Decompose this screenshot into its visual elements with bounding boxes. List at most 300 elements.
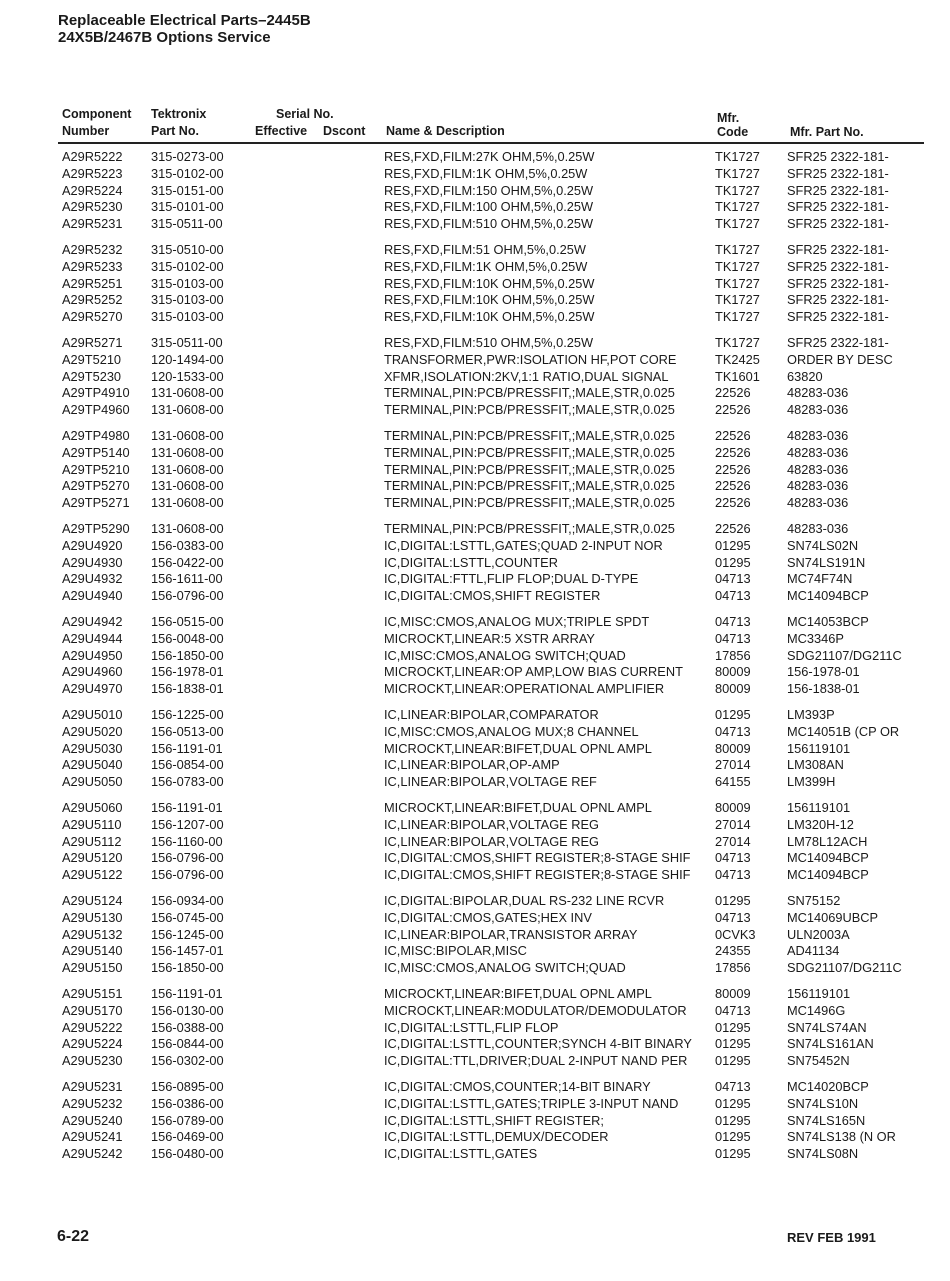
mfr-part-no: SFR25 2322-181- bbox=[787, 182, 889, 198]
table-row bbox=[0, 1145, 950, 1162]
mfr-part-no: 48283-036 bbox=[787, 495, 849, 511]
tektronix-part-no: 156-1850-00 bbox=[151, 960, 224, 976]
name-description: IC,DIGITAL:CMOS,SHIFT REGISTER;8-STAGE SHIF bbox=[384, 850, 691, 866]
name-description: IC,MISC:BIPOLAR,MISC bbox=[384, 943, 527, 959]
component-number: A29U5010 bbox=[62, 707, 123, 722]
table-row bbox=[0, 892, 950, 909]
tektronix-part-no: 156-1245-00 bbox=[151, 926, 224, 942]
table-row bbox=[0, 241, 950, 258]
table-row bbox=[0, 613, 950, 630]
mfr-part-no: 48283-036 bbox=[787, 461, 849, 477]
name-description: IC,DIGITAL:TTL,DRIVER;DUAL 2-INPUT NAND PER bbox=[384, 1053, 688, 1069]
tektronix-part-no: 156-0386-00 bbox=[151, 1095, 224, 1111]
header-number: Number bbox=[62, 124, 110, 138]
mfr-code: 04713 bbox=[715, 1079, 751, 1094]
mfr-part-no: SN75152 bbox=[787, 893, 841, 908]
name-description: RES,FXD,FILM:510 OHM,5%,0.25W bbox=[384, 335, 594, 350]
table-row bbox=[0, 866, 950, 883]
component-number: A29R5271 bbox=[62, 335, 123, 350]
component-number: A29U5132 bbox=[62, 926, 123, 942]
mfr-code: 04713 bbox=[715, 571, 751, 587]
component-number: A29U4920 bbox=[62, 537, 123, 553]
mfr-part-no: SFR25 2322-181- bbox=[787, 149, 889, 164]
component-number: A29R5223 bbox=[62, 165, 123, 181]
name-description: IC,LINEAR:BIPOLAR,TRANSISTOR ARRAY bbox=[384, 926, 638, 942]
tektronix-part-no: 156-0469-00 bbox=[151, 1129, 224, 1145]
tektronix-part-no: 156-0513-00 bbox=[151, 723, 224, 739]
tektronix-part-no: 156-1207-00 bbox=[151, 816, 224, 832]
table-row bbox=[0, 308, 950, 325]
table-row bbox=[0, 663, 950, 680]
mfr-part-no: MC3346P bbox=[787, 630, 844, 646]
mfr-code: 22526 bbox=[715, 385, 751, 401]
table-row bbox=[0, 1078, 950, 1095]
mfr-part-no: SN74LS165N bbox=[787, 1112, 866, 1128]
component-number: A29U5112 bbox=[62, 833, 122, 849]
mfr-code: 04713 bbox=[715, 614, 751, 629]
component-number: A29U5120 bbox=[62, 850, 123, 866]
mfr-code: 01295 bbox=[715, 1095, 751, 1111]
component-number: A29U5232 bbox=[62, 1095, 123, 1111]
component-number: A29TP4980 bbox=[62, 428, 130, 443]
table-row bbox=[0, 384, 950, 401]
header-dscont: Dscont bbox=[323, 124, 366, 138]
component-number: A29U5151 bbox=[62, 986, 123, 1001]
component-number: A29U4970 bbox=[62, 681, 123, 697]
name-description: IC,DIGITAL:CMOS,GATES;HEX INV bbox=[384, 909, 592, 925]
table-row bbox=[0, 587, 950, 604]
name-description: IC,DIGITAL:LSTTL,FLIP FLOP bbox=[384, 1019, 559, 1035]
mfr-part-no: 48283-036 bbox=[787, 444, 849, 460]
table-row bbox=[0, 537, 950, 554]
mfr-code: 04713 bbox=[715, 867, 751, 883]
mfr-code: 80009 bbox=[715, 986, 751, 1001]
mfr-part-no: 156-1978-01 bbox=[787, 664, 860, 680]
name-description: IC,LINEAR:BIPOLAR,COMPARATOR bbox=[384, 707, 599, 722]
tektronix-part-no: 315-0510-00 bbox=[151, 242, 224, 257]
name-description: MICROCKT,LINEAR:MODULATOR/DEMODULATOR bbox=[384, 1002, 687, 1018]
mfr-code: 22526 bbox=[715, 495, 751, 511]
component-number: A29U5110 bbox=[62, 816, 122, 832]
name-description: RES,FXD,FILM:27K OHM,5%,0.25W bbox=[384, 149, 595, 164]
tektronix-part-no: 131-0608-00 bbox=[151, 428, 224, 443]
tektronix-part-no: 315-0103-00 bbox=[151, 275, 224, 291]
table-row bbox=[0, 816, 950, 833]
tektronix-part-no: 156-0422-00 bbox=[151, 554, 224, 570]
table-row bbox=[0, 1002, 950, 1019]
mfr-part-no: 48283-036 bbox=[787, 478, 849, 494]
mfr-part-no: 48283-036 bbox=[787, 428, 849, 443]
mfr-part-no: SFR25 2322-181- bbox=[787, 216, 889, 232]
tektronix-part-no: 156-1850-00 bbox=[151, 647, 224, 663]
tektronix-part-no: 315-0102-00 bbox=[151, 258, 224, 274]
tektronix-part-no: 131-0608-00 bbox=[151, 402, 224, 418]
tektronix-part-no: 131-0608-00 bbox=[151, 461, 224, 477]
mfr-code: TK1727 bbox=[715, 242, 760, 257]
component-number: A29U4930 bbox=[62, 554, 123, 570]
component-number: A29U5130 bbox=[62, 909, 123, 925]
name-description: IC,LINEAR:BIPOLAR,OP-AMP bbox=[384, 757, 560, 773]
mfr-part-no: LM308AN bbox=[787, 757, 844, 773]
table-row bbox=[0, 1095, 950, 1112]
table-row bbox=[0, 368, 950, 385]
name-description: IC,MISC:CMOS,ANALOG MUX;TRIPLE SPDT bbox=[384, 614, 650, 629]
tektronix-part-no: 131-0608-00 bbox=[151, 478, 224, 494]
mfr-part-no: MC1496G bbox=[787, 1002, 846, 1018]
component-number: A29U5242 bbox=[62, 1146, 123, 1162]
component-number: A29U5124 bbox=[62, 893, 123, 908]
name-description: IC,LINEAR:BIPOLAR,VOLTAGE REF bbox=[384, 774, 597, 790]
name-description: IC,DIGITAL:LSTTL,GATES;TRIPLE 3-INPUT NAND bbox=[384, 1095, 679, 1111]
tektronix-part-no: 156-1191-01 bbox=[151, 800, 223, 815]
mfr-part-no: 156119101 bbox=[787, 986, 851, 1001]
table-row bbox=[0, 926, 950, 943]
name-description: RES,FXD,FILM:150 OHM,5%,0.25W bbox=[384, 182, 594, 198]
component-number: A29R5230 bbox=[62, 199, 123, 215]
tektronix-part-no: 156-1225-00 bbox=[151, 707, 224, 722]
mfr-code: TK1727 bbox=[715, 258, 760, 274]
component-number: A29U5030 bbox=[62, 740, 123, 756]
mfr-code: TK1727 bbox=[715, 182, 760, 198]
mfr-part-no: 48283-036 bbox=[787, 385, 849, 401]
table-row bbox=[0, 554, 950, 571]
mfr-part-no: MC14053BCP bbox=[787, 614, 869, 629]
mfr-code: 80009 bbox=[715, 800, 751, 815]
component-number: A29U5222 bbox=[62, 1019, 123, 1035]
mfr-part-no: SFR25 2322-181- bbox=[787, 258, 889, 274]
name-description: RES,FXD,FILM:10K OHM,5%,0.25W bbox=[384, 309, 595, 325]
name-description: TERMINAL,PIN:PCB/PRESSFIT,;MALE,STR,0.025 bbox=[384, 461, 675, 477]
mfr-part-no: LM399H bbox=[787, 774, 836, 790]
name-description: TERMINAL,PIN:PCB/PRESSFIT,;MALE,STR,0.025 bbox=[384, 402, 675, 418]
name-description: IC,DIGITAL:LSTTL,COUNTER;SYNCH 4-BIT BINARY bbox=[384, 1036, 692, 1052]
mfr-part-no: 156119101 bbox=[787, 800, 851, 815]
table-row bbox=[0, 849, 950, 866]
mfr-part-no: SN74LS74AN bbox=[787, 1019, 867, 1035]
tektronix-part-no: 156-1191-01 bbox=[151, 740, 223, 756]
mfr-part-no: SFR25 2322-181- bbox=[787, 165, 889, 181]
name-description: TERMINAL,PIN:PCB/PRESSFIT,;MALE,STR,0.025 bbox=[384, 385, 675, 401]
table-row bbox=[0, 461, 950, 478]
tektronix-part-no: 156-0130-00 bbox=[151, 1002, 224, 1018]
mfr-code: 22526 bbox=[715, 428, 751, 443]
mfr-code: 01295 bbox=[715, 893, 751, 908]
mfr-part-no: MC74F74N bbox=[787, 571, 853, 587]
mfr-code: 27014 bbox=[715, 757, 751, 773]
component-number: A29TP5270 bbox=[62, 478, 130, 494]
component-number: A29TP5290 bbox=[62, 521, 130, 536]
mfr-code: 01295 bbox=[715, 707, 751, 722]
tektronix-part-no: 156-0302-00 bbox=[151, 1053, 224, 1069]
mfr-part-no: ULN2003A bbox=[787, 926, 850, 942]
tektronix-part-no: 315-0103-00 bbox=[151, 309, 224, 325]
component-number: A29T5230 bbox=[62, 368, 122, 384]
mfr-part-no: SN74LS161AN bbox=[787, 1036, 874, 1052]
table-row bbox=[0, 570, 950, 587]
tektronix-part-no: 315-0273-00 bbox=[151, 149, 224, 164]
table-row bbox=[0, 630, 950, 647]
component-number: A29R5231 bbox=[62, 216, 123, 232]
name-description: RES,FXD,FILM:1K OHM,5%,0.25W bbox=[384, 258, 588, 274]
mfr-code: 17856 bbox=[715, 647, 751, 663]
table-row bbox=[0, 1052, 950, 1069]
mfr-part-no: SN74LS10N bbox=[787, 1095, 859, 1111]
mfr-code: TK1727 bbox=[715, 335, 760, 350]
mfr-part-no: 156119101 bbox=[787, 740, 851, 756]
name-description: MICROCKT,LINEAR:BIFET,DUAL OPNL AMPL bbox=[384, 800, 652, 815]
mfr-code: 01295 bbox=[715, 1129, 751, 1145]
mfr-code: 04713 bbox=[715, 588, 751, 604]
table-row bbox=[0, 1035, 950, 1052]
mfr-code: 01295 bbox=[715, 1112, 751, 1128]
component-number: A29U4950 bbox=[62, 647, 123, 663]
mfr-code: 22526 bbox=[715, 521, 751, 536]
table-row bbox=[0, 494, 950, 511]
component-number: A29U5122 bbox=[62, 867, 123, 883]
table-row bbox=[0, 706, 950, 723]
mfr-code: 27014 bbox=[715, 833, 751, 849]
header-component: Component bbox=[62, 107, 132, 121]
tektronix-part-no: 156-0796-00 bbox=[151, 867, 224, 883]
mfr-part-no: SFR25 2322-181- bbox=[787, 309, 889, 325]
mfr-part-no: SN75452N bbox=[787, 1053, 850, 1069]
mfr-code: TK1727 bbox=[715, 216, 760, 232]
mfr-code: TK1727 bbox=[715, 165, 760, 181]
component-number: A29U4940 bbox=[62, 588, 123, 604]
mfr-part-no: SDG21107/DG211C bbox=[787, 960, 902, 976]
component-number: A29U5230 bbox=[62, 1053, 123, 1069]
component-number: A29U5140 bbox=[62, 943, 123, 959]
mfr-code: 27014 bbox=[715, 816, 751, 832]
mfr-code: 01295 bbox=[715, 1036, 751, 1052]
mfr-code: TK1727 bbox=[715, 199, 760, 215]
mfr-part-no: MC14051B (CP OR bbox=[787, 723, 900, 739]
name-description: IC,DIGITAL:FTTL,FLIP FLOP;DUAL D-TYPE bbox=[384, 571, 639, 587]
component-number: A29U5170 bbox=[62, 1002, 123, 1018]
mfr-code: TK1727 bbox=[715, 275, 760, 291]
tektronix-part-no: 156-0048-00 bbox=[151, 630, 224, 646]
mfr-part-no: LM393P bbox=[787, 707, 835, 722]
component-number: A29TP5140 bbox=[62, 444, 130, 460]
name-description: IC,DIGITAL:BIPOLAR,DUAL RS-232 LINE RCVR bbox=[384, 893, 665, 908]
header-part-no: Part No. bbox=[151, 124, 199, 138]
mfr-part-no: SFR25 2322-181- bbox=[787, 292, 889, 308]
table-row bbox=[0, 1112, 950, 1129]
tektronix-part-no: 315-0103-00 bbox=[151, 292, 224, 308]
component-number: A29U4942 bbox=[62, 614, 123, 629]
name-description: IC,MISC:CMOS,ANALOG MUX;8 CHANNEL bbox=[384, 723, 639, 739]
mfr-part-no: SN74LS191N bbox=[787, 554, 866, 570]
component-number: A29R5222 bbox=[62, 149, 123, 164]
mfr-part-no: LM78L12ACH bbox=[787, 833, 868, 849]
table-row bbox=[0, 680, 950, 697]
tektronix-part-no: 131-0608-00 bbox=[151, 385, 224, 401]
component-number: A29U5020 bbox=[62, 723, 123, 739]
name-description: IC,DIGITAL:CMOS,SHIFT REGISTER bbox=[384, 588, 601, 604]
name-description: RES,FXD,FILM:1K OHM,5%,0.25W bbox=[384, 165, 588, 181]
name-description: MICROCKT,LINEAR:OPERATIONAL AMPLIFIER bbox=[384, 681, 665, 697]
mfr-part-no: 48283-036 bbox=[787, 521, 849, 536]
tektronix-part-no: 156-0844-00 bbox=[151, 1036, 224, 1052]
table-row bbox=[0, 258, 950, 275]
component-number: A29R5252 bbox=[62, 292, 123, 308]
tektronix-part-no: 131-0608-00 bbox=[151, 495, 224, 511]
table-row bbox=[0, 756, 950, 773]
tektronix-part-no: 156-0789-00 bbox=[151, 1112, 224, 1128]
component-number: A29U5231 bbox=[62, 1079, 123, 1094]
mfr-part-no: SFR25 2322-181- bbox=[787, 242, 889, 257]
name-description: MICROCKT,LINEAR:OP AMP,LOW BIAS CURRENT bbox=[384, 664, 683, 680]
mfr-code: TK1727 bbox=[715, 292, 760, 308]
tektronix-part-no: 131-0608-00 bbox=[151, 521, 224, 536]
tektronix-part-no: 156-1191-01 bbox=[151, 986, 223, 1001]
mfr-code: 01295 bbox=[715, 537, 751, 553]
component-number: A29U5050 bbox=[62, 774, 123, 790]
component-number: A29U5040 bbox=[62, 757, 123, 773]
tektronix-part-no: 156-1611-00 bbox=[151, 571, 223, 587]
mfr-code: 22526 bbox=[715, 444, 751, 460]
mfr-code: 24355 bbox=[715, 943, 751, 959]
table-row bbox=[0, 148, 950, 165]
table-row bbox=[0, 334, 950, 351]
mfr-part-no: SFR25 2322-181- bbox=[787, 199, 889, 215]
mfr-part-no: SFR25 2322-181- bbox=[787, 275, 889, 291]
component-number: A29TP5271 bbox=[62, 495, 130, 511]
mfr-code: 01295 bbox=[715, 1019, 751, 1035]
table-row bbox=[0, 833, 950, 850]
table-row bbox=[0, 909, 950, 926]
name-description: IC,DIGITAL:CMOS,COUNTER;14-BIT BINARY bbox=[384, 1079, 651, 1094]
component-number: A29U4960 bbox=[62, 664, 123, 680]
tektronix-part-no: 315-0511-00 bbox=[151, 216, 223, 232]
component-number: A29U5150 bbox=[62, 960, 123, 976]
tektronix-part-no: 315-0151-00 bbox=[151, 182, 224, 198]
component-number: A29R5251 bbox=[62, 275, 123, 291]
name-description: IC,LINEAR:BIPOLAR,VOLTAGE REG bbox=[384, 816, 599, 832]
component-number: A29U5060 bbox=[62, 800, 123, 815]
tektronix-part-no: 156-0854-00 bbox=[151, 757, 224, 773]
name-description: TRANSFORMER,PWR:ISOLATION HF,POT CORE bbox=[384, 351, 677, 367]
table-row bbox=[0, 773, 950, 790]
table-row bbox=[0, 215, 950, 232]
table-row bbox=[0, 799, 950, 816]
header-code: Code bbox=[717, 125, 749, 139]
name-description: MICROCKT,LINEAR:BIFET,DUAL OPNL AMPL bbox=[384, 740, 652, 756]
mfr-part-no: MC14094BCP bbox=[787, 867, 869, 883]
table-row bbox=[0, 740, 950, 757]
name-description: TERMINAL,PIN:PCB/PRESSFIT,;MALE,STR,0.025 bbox=[384, 428, 675, 443]
name-description: IC,DIGITAL:LSTTL,COUNTER bbox=[384, 554, 558, 570]
table-row bbox=[0, 723, 950, 740]
mfr-code: 80009 bbox=[715, 740, 751, 756]
mfr-code: TK1727 bbox=[715, 149, 760, 164]
tektronix-part-no: 131-0608-00 bbox=[151, 444, 224, 460]
component-number: A29U5224 bbox=[62, 1036, 123, 1052]
mfr-part-no: AD41134 bbox=[787, 943, 840, 959]
name-description: TERMINAL,PIN:PCB/PRESSFIT,;MALE,STR,0.025 bbox=[384, 495, 675, 511]
tektronix-part-no: 156-0895-00 bbox=[151, 1079, 224, 1094]
name-description: IC,MISC:CMOS,ANALOG SWITCH;QUAD bbox=[384, 960, 626, 976]
component-number: A29R5232 bbox=[62, 242, 123, 257]
name-description: RES,FXD,FILM:100 OHM,5%,0.25W bbox=[384, 199, 594, 215]
mfr-code: 04713 bbox=[715, 723, 751, 739]
title-line-1: Replaceable Electrical Parts–2445B bbox=[58, 12, 311, 29]
component-number: A29R5270 bbox=[62, 309, 123, 325]
mfr-part-no: MC14094BCP bbox=[787, 588, 869, 604]
tektronix-part-no: 156-0796-00 bbox=[151, 588, 224, 604]
tektronix-part-no: 156-0480-00 bbox=[151, 1146, 224, 1162]
tektronix-part-no: 156-0783-00 bbox=[151, 774, 224, 790]
mfr-code: 80009 bbox=[715, 664, 751, 680]
mfr-code: 01295 bbox=[715, 554, 751, 570]
table-row bbox=[0, 182, 950, 199]
mfr-part-no: SN74LS138 (N OR bbox=[787, 1129, 896, 1145]
component-number: A29U5241 bbox=[62, 1129, 123, 1145]
name-description: IC,LINEAR:BIPOLAR,VOLTAGE REG bbox=[384, 833, 599, 849]
component-number: A29TP4910 bbox=[62, 385, 130, 401]
table-row bbox=[0, 1128, 950, 1145]
name-description: RES,FXD,FILM:51 OHM,5%,0.25W bbox=[384, 242, 586, 257]
mfr-code: 04713 bbox=[715, 850, 751, 866]
name-description: TERMINAL,PIN:PCB/PRESSFIT,;MALE,STR,0.025 bbox=[384, 521, 675, 536]
header-name-description: Name & Description bbox=[386, 124, 505, 138]
name-description: MICROCKT,LINEAR:BIFET,DUAL OPNL AMPL bbox=[384, 986, 652, 1001]
header-effective: Effective bbox=[255, 124, 308, 138]
tektronix-part-no: 315-0511-00 bbox=[151, 335, 223, 350]
mfr-part-no: MC14020BCP bbox=[787, 1079, 869, 1094]
table-row bbox=[0, 1019, 950, 1036]
name-description: RES,FXD,FILM:10K OHM,5%,0.25W bbox=[384, 292, 595, 308]
component-number: A29TP4960 bbox=[62, 402, 130, 418]
tektronix-part-no: 156-0934-00 bbox=[151, 893, 224, 908]
mfr-part-no: SN74LS08N bbox=[787, 1146, 859, 1162]
table-row bbox=[0, 275, 950, 292]
component-number: A29U5240 bbox=[62, 1112, 123, 1128]
table-row bbox=[0, 351, 950, 368]
mfr-code: 22526 bbox=[715, 402, 751, 418]
table-row bbox=[0, 198, 950, 215]
tektronix-part-no: 156-1978-01 bbox=[151, 664, 224, 680]
table-row bbox=[0, 401, 950, 418]
mfr-part-no: ORDER BY DESC bbox=[787, 351, 893, 367]
tektronix-part-no: 120-1494-00 bbox=[151, 351, 224, 367]
mfr-code: 04713 bbox=[715, 630, 751, 646]
mfr-code: TK2425 bbox=[715, 351, 760, 367]
tektronix-part-no: 156-1838-01 bbox=[151, 681, 224, 697]
tektronix-part-no: 315-0102-00 bbox=[151, 165, 224, 181]
header-tektronix: Tektronix bbox=[151, 107, 207, 121]
name-description: RES,FXD,FILM:10K OHM,5%,0.25W bbox=[384, 275, 595, 291]
table-row bbox=[0, 959, 950, 976]
tektronix-part-no: 120-1533-00 bbox=[151, 368, 224, 384]
name-description: IC,DIGITAL:CMOS,SHIFT REGISTER;8-STAGE SHIF bbox=[384, 867, 691, 883]
mfr-code: 64155 bbox=[715, 774, 751, 790]
component-number: A29R5233 bbox=[62, 258, 123, 274]
name-description: IC,DIGITAL:LSTTL,GATES bbox=[384, 1146, 538, 1162]
name-description: IC,DIGITAL:LSTTL,DEMUX/DECODER bbox=[384, 1129, 609, 1145]
tektronix-part-no: 156-0388-00 bbox=[151, 1019, 224, 1035]
table-row bbox=[0, 520, 950, 537]
mfr-part-no: MC14094BCP bbox=[787, 850, 869, 866]
mfr-code: 17856 bbox=[715, 960, 751, 976]
name-description: TERMINAL,PIN:PCB/PRESSFIT,;MALE,STR,0.025 bbox=[384, 444, 675, 460]
table-header bbox=[0, 106, 950, 142]
header-rule bbox=[58, 142, 924, 144]
tektronix-part-no: 156-1457-01 bbox=[151, 943, 224, 959]
mfr-part-no: MC14069UBCP bbox=[787, 909, 879, 925]
header-serial-no: Serial No. bbox=[276, 107, 334, 121]
table-row bbox=[0, 647, 950, 664]
